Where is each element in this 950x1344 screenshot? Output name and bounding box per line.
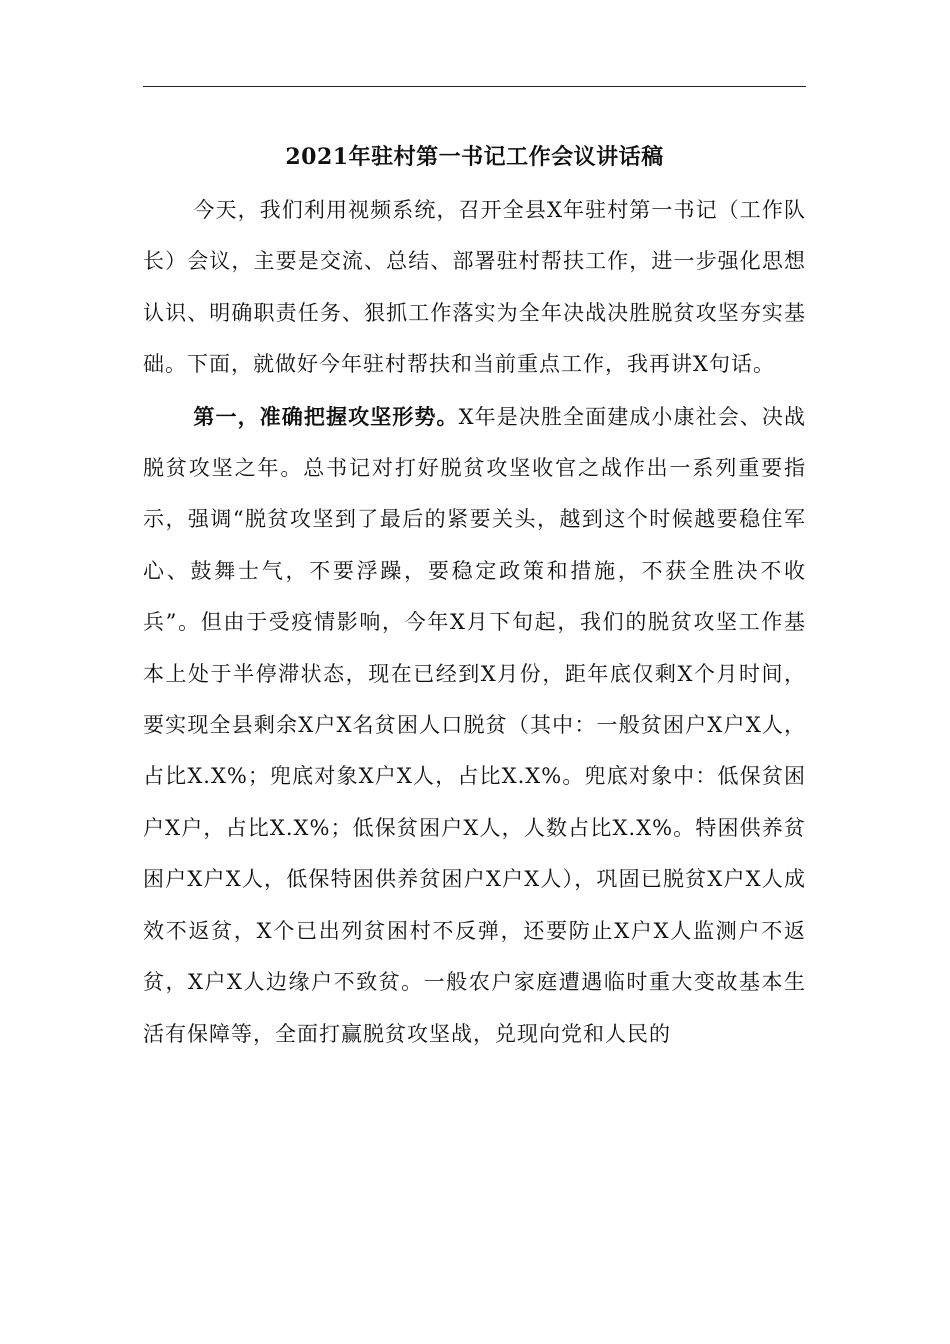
paragraph-lead: 第一，准确把握攻坚形势。: [193, 403, 459, 429]
paragraph-text: X年是决胜全面建成小康社会、决战脱贫攻坚之年。总书记对打好脱贫攻坚收官之战作出一系列重要指示，强调“脱贫攻坚到了最后的紧要关头，越到这个时候越要稳住军心、鼓舞士气，不要浮躁，要稳定政策和措施，不获全胜决不收兵”。但由于受疫情影响，今年X月下旬起，我们的脱贫攻坚工作基本上处于半停滞状态，现在已经到X月份，距年底仅剩X个月时间，要实现全县剩余X户X名贫困人口脱贫（其中：一般贫困户X户X人，占比X.X%；兜底对象X户X人，占比X.X%。兜底对象中：低保贫困户X户，占比X.X%；低保贫困户X人，人数占比X.X%。特困供养贫困户X户X人，低保特困供养贫困户X户X人），巩固已脱贫X户X人成效不返贫，X个已出列贫困村不反弹，还要防止X户X人监测户不返贫，X户X人边缘户不致贫。一般农户家庭遭遇临时重大变故基本生活有保障等，全面打赢脱贫攻坚战，兑现向党和人民的: [143, 404, 807, 1046]
paragraph-intro: [143, 184, 806, 391]
document-title: 2021年驻村第一书记工作会议讲话稿: [285, 144, 664, 170]
header-rule: [143, 86, 806, 87]
paragraph-text: 今天，我们利用视频系统，召开全县X年驻村第一书记（工作队长）会议，主要是交流、总结、部署驻村帮扶工作，进一步强化思想认识、明确职责任务、狠抓工作落实为全年决战决胜脱贫攻坚夯实基础。下面，就做好今年驻村帮扶和当前重点工作，我再讲X句话。: [143, 198, 806, 377]
paragraph-section-one: [143, 391, 806, 1060]
document-body: [143, 184, 806, 1060]
